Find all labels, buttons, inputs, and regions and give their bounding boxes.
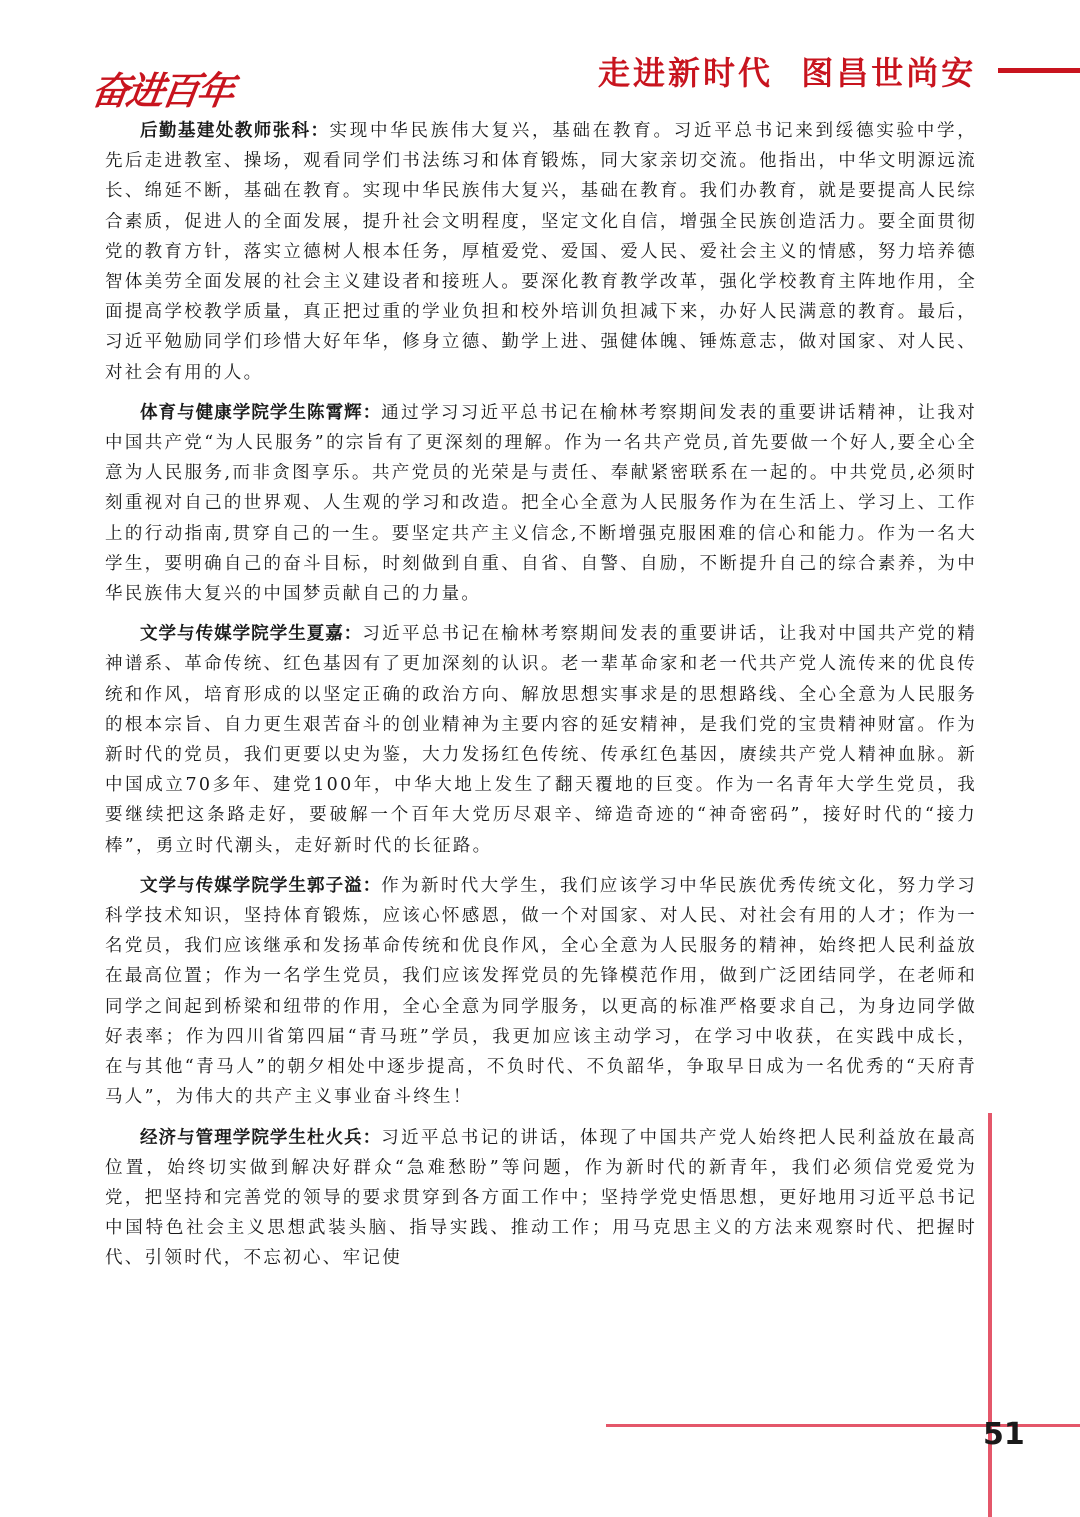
paragraph-zhang-ke: [105, 116, 977, 388]
paragraph-text: 实现中华民族伟大复兴，基础在教育。习近平总书记来到绥德实验中学，先后走进教室、操场，观看同学们书法练习和体育锻炼，同大家亲切交流。他指出，中华文明源远流长、绵延不断，基础在教育。实现中华民族伟大复兴，基础在教育。我们办教育，就是要提高人民综合素质，促进人的全面发展，提升社会文明程度，坚定文化自信，增强全民族创造活力。要全面贯彻党的教育方针，落实立德树人根本任务，厚植爱党、爱国、爱人民、爱社会主义的情感，努力培养德智体美劳全面发展的社会主义建设者和接班人。要深化教育教学改革，强化学校教育主阵地作用，全面提高学校教学质量，真正把过重的学业负担和校外培训负担减下来，办好人民满意的教育。最后，习近平勉励同学们珍惜大好年华，修身立德、勤学上进、强健体魄、锤炼意志，做对国家、对人民、对社会有用的人。: [105, 121, 978, 383]
paragraph-du-huobing: [105, 1123, 977, 1274]
speaker-label: 体育与健康学院学生陈霄辉：: [140, 402, 382, 423]
speaker-label: 后勤基建处教师张科：: [140, 121, 330, 141]
speaker-label: 文学与传媒学院学生郭子溢：: [140, 875, 382, 896]
page-number: 51: [983, 1417, 1025, 1452]
paragraph-guo-ziyi: [105, 871, 977, 1113]
article-body: [105, 116, 977, 1284]
header-title: 走进新时代 图昌世尚安: [598, 54, 977, 92]
speaker-label: 经济与管理学院学生杜火兵：: [140, 1127, 382, 1148]
paragraph-text: 习近平总书记的讲话，体现了中国共产党人始终把人民利益放在最高位置，始终切实做到解决好群众“急难愁盼”等问题，作为新时代的新青年，我们必须信党爱党为党，把坚持和完善党的领导的要求贯穿到各方面工作中；坚持学党史悟思想，更好地用习近平总书记中国特色社会主义思想武装头脑、指导实践、推动工作；用马克思主义的方法来观察时代、把握时代、引领时代，不忘初心、牢记使: [105, 1127, 978, 1269]
logo-wordmark: 奋进百年: [88, 68, 235, 113]
paragraph-xia-jia: [105, 619, 977, 861]
side-rule: [988, 1113, 992, 1517]
paragraph-text: 习近平总书记在榆林考察期间发表的重要讲话，让我对中国共产党的精神谱系、革命传统、红色基因有了更加深刻的认识。老一辈革命家和老一代共产党人流传来的优良传统和作风，培育形成的以坚定正确的政治方向、解放思想实事求是的思想路线、全心全意为人民服务的根本宗旨、自力更生艰苦奋斗的创业精神为主要内容的延安精神，是我们党的宝贵精神财富。作为新时代的党员，我们更要以史为鉴，大力发扬红色传统、传承红色基因，赓续共产党人精神血脉。新中国成立70多年、建党100年，中华大地上发生了翻天覆地的巨变。作为一名青年大学生党员，我要继续把这条路走好，要破解一个百年大党历尽艰辛、缔造奇迹的“神奇密码”，接好时代的“接力棒”，勇立时代潮头，走好新时代的长征路。: [105, 624, 977, 856]
paragraph-chen-xiaohui: [105, 398, 977, 609]
paragraph-text: 通过学习习近平总书记在榆林考察期间发表的重要讲话精神，让我对中国共产党“为人民服务”的宗旨有了更深刻的理解。作为一名共产党员,首先要做一个好人,要全心全意为人民服务,而非贪图享乐。共产党员的光荣是与责任、奉献紧密联系在一起的。中共党员,必须时刻重视对自己的世界观、人生观的学习和改造。把全心全意为人民服务作为在生活上、学习上、工作上的行动指南,贯穿自己的一生。要坚定共产主义信念,不断增强克服困难的信心和能力。作为一名大学生，要明确自己的奋斗目标，时刻做到自重、自省、自警、自励，不断提升自己的综合素养，为中华民族伟大复兴的中国梦贡献自己的力量。: [105, 402, 978, 605]
speaker-label: 文学与传媒学院学生夏嘉：: [140, 624, 363, 645]
header-rule: [998, 68, 1080, 73]
paragraph-text: 作为新时代大学生，我们应该学习中华民族优秀传统文化，努力学习科学技术知识，坚持体育锻炼，应该心怀感恩，做一个对国家、对人民、对社会有用的人才；作为一名党员，我们应该继承和发扬革命传统和优良作风，全心全意为人民服务的精神，始终把人民利益放在最高位置；作为一名学生党员，我们应该发挥党员的先锋模范作用，做到广泛团结同学，在老师和同学之间起到桥梁和纽带的作用，全心全意为同学服务，以更高的标准严格要求自己，为身边同学做好表率；作为四川省第四届“青马班”学员，我更加应该主动学习，在学习中收获，在实践中成长，在与其他“青马人”的朝夕相处中逐步提高，不负时代、不负韶华，争取早日成为一名优秀的“天府青马人”，为伟大的共产主义事业奋斗终生！: [105, 875, 978, 1108]
